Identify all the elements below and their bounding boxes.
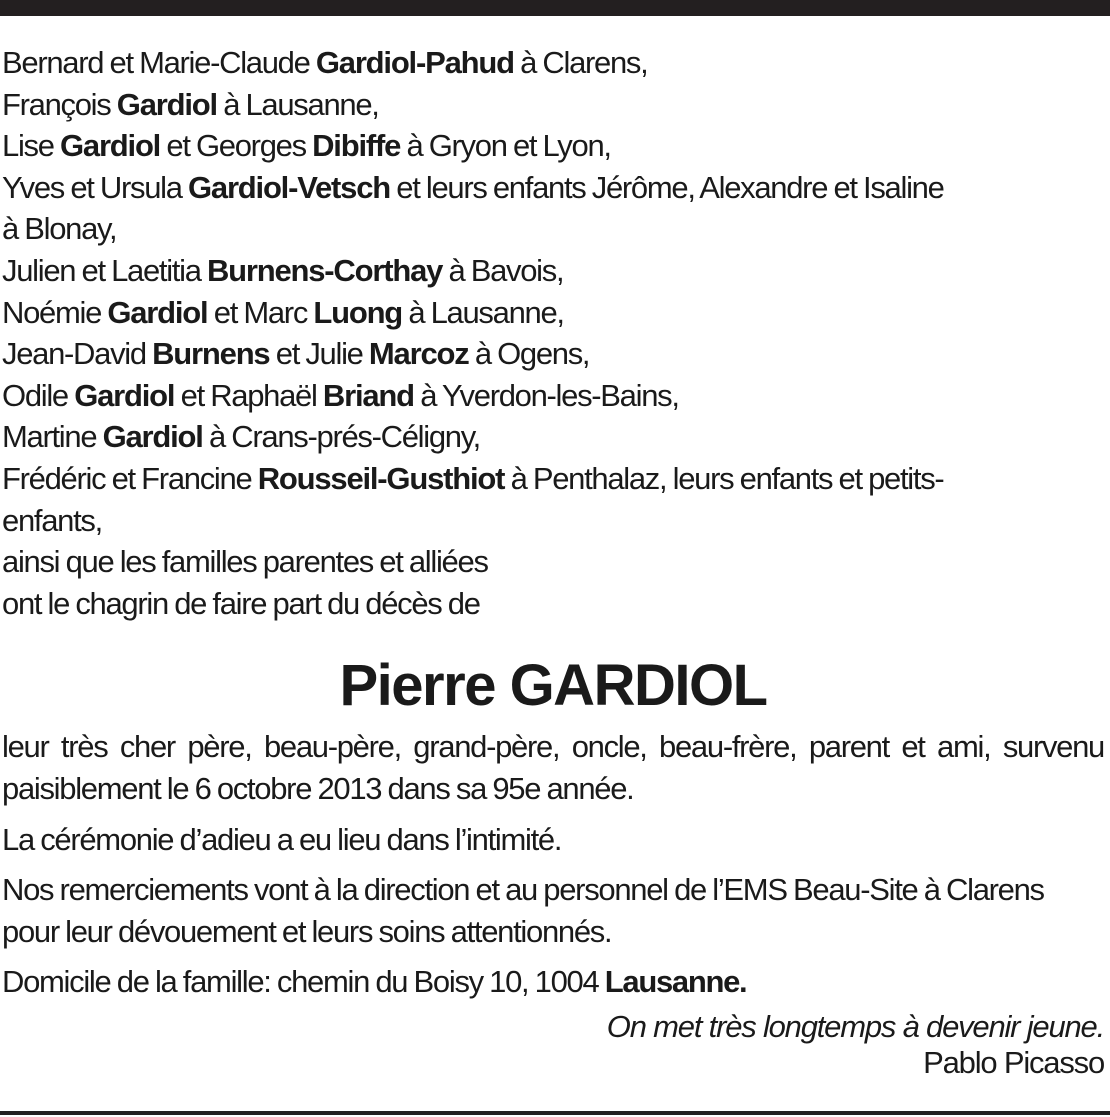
family-text: ainsi que les familles parentes et alliées bbox=[2, 544, 488, 580]
family-surname: Burnens bbox=[152, 336, 270, 372]
family-surname: Burnens-Corthay bbox=[206, 252, 443, 288]
family-text: enfants, bbox=[2, 502, 102, 538]
family-text: à Clarens, bbox=[513, 45, 648, 80]
family-text: Noémie bbox=[2, 294, 108, 330]
family-text: et Marc bbox=[207, 294, 314, 330]
family-text: François bbox=[2, 86, 117, 122]
bottom-rule bbox=[0, 1111, 1110, 1115]
family-surname: Dibiffe bbox=[312, 128, 401, 164]
family-line bbox=[2, 208, 1104, 250]
family-text: à Lausanne, bbox=[402, 294, 564, 330]
ceremony-paragraph: La cérémonie d’adieu a eu lieu dans l’intimité. bbox=[2, 821, 562, 857]
family-text: à Ogens, bbox=[468, 336, 590, 372]
tribute-paragraph: leur très cher père, beau-père, grand-père, oncle, beau-frère, parent et ami, survenu paisiblement le 6 octobre 2013 dans sa 95e année. bbox=[2, 729, 1104, 806]
family-text: Julien et Laetitia bbox=[2, 252, 207, 288]
family-text: et Georges bbox=[160, 128, 313, 164]
family-line bbox=[2, 250, 1104, 292]
domicile-address: Domicile de la famille: chemin du Boisy 10, 1004 bbox=[2, 964, 605, 1000]
family-line bbox=[2, 458, 1104, 500]
family-text: à Penthalaz, leurs enfants et petits- bbox=[504, 460, 944, 496]
family-surname: Gardiol-Pahud bbox=[315, 45, 514, 80]
family-surname: Gardiol bbox=[74, 377, 175, 413]
top-rule bbox=[0, 0, 1110, 16]
deceased-name: Pierre GARDIOL bbox=[339, 653, 767, 719]
family-line bbox=[2, 416, 1104, 458]
family-text: Bernard et Marie-Claude bbox=[2, 45, 316, 80]
family-text: à Bavois, bbox=[442, 252, 564, 288]
family-text: Lise bbox=[2, 128, 60, 164]
family-surname: Rousseil-Gusthiot bbox=[257, 460, 505, 496]
family-text: ont le chagrin de faire part du décès de bbox=[2, 585, 480, 621]
family-line bbox=[2, 167, 1104, 209]
family-text: et Julie bbox=[269, 336, 369, 372]
family-text: à Gryon et Lyon, bbox=[400, 128, 611, 164]
family-text: Frédéric et Francine bbox=[2, 460, 258, 496]
family-surname: Briand bbox=[322, 377, 414, 413]
family-text: à Lausanne, bbox=[216, 86, 379, 122]
family-line bbox=[2, 84, 1104, 126]
domicile-paragraph bbox=[2, 961, 1104, 1003]
family-surname: Gardiol bbox=[59, 128, 161, 164]
quote-block bbox=[2, 1009, 1104, 1081]
family-line bbox=[2, 333, 1104, 375]
family-surname: Gardiol bbox=[107, 294, 208, 330]
quote-text: On met très longtemps à devenir jeune. bbox=[606, 1008, 1104, 1044]
family-text: Odile bbox=[2, 377, 75, 413]
family-text: et leurs enfants Jérôme, Alexandre et Isaline bbox=[389, 169, 944, 205]
family-surname: Luong bbox=[313, 294, 403, 330]
family-text: Jean-David bbox=[2, 336, 153, 372]
family-line bbox=[2, 500, 1104, 542]
family-surname: Gardiol bbox=[116, 86, 217, 122]
family-text: à Crans-prés-Céligny, bbox=[202, 419, 480, 455]
family-text: à Blonay, bbox=[2, 211, 117, 247]
family-list bbox=[2, 42, 1104, 624]
domicile-city: Lausanne. bbox=[604, 964, 747, 1000]
family-text: Yves et Ursula bbox=[2, 169, 188, 205]
family-line bbox=[2, 583, 1104, 625]
family-surname: Gardiol bbox=[102, 419, 203, 455]
family-text: et Raphaël bbox=[174, 377, 323, 413]
family-line bbox=[2, 541, 1104, 583]
family-surname: Gardiol-Vetsch bbox=[187, 169, 390, 205]
family-text: à Yverdon-les-Bains, bbox=[413, 377, 679, 413]
family-line bbox=[2, 42, 1104, 84]
quote-author: Pablo Picasso bbox=[923, 1044, 1104, 1080]
family-surname: Marcoz bbox=[368, 336, 469, 372]
family-line bbox=[2, 292, 1104, 334]
obituary-notice bbox=[2, 42, 1104, 1081]
thanks-paragraph: Nos remerciements vont à la direction et au personnel de l’EMS Beau-Site à Clarens pour leur dévouement et leurs soins attentionnés. bbox=[2, 872, 1044, 949]
family-line bbox=[2, 375, 1104, 417]
family-text: Martine bbox=[2, 419, 103, 455]
family-line bbox=[2, 125, 1104, 167]
notice-body bbox=[2, 726, 1104, 1003]
